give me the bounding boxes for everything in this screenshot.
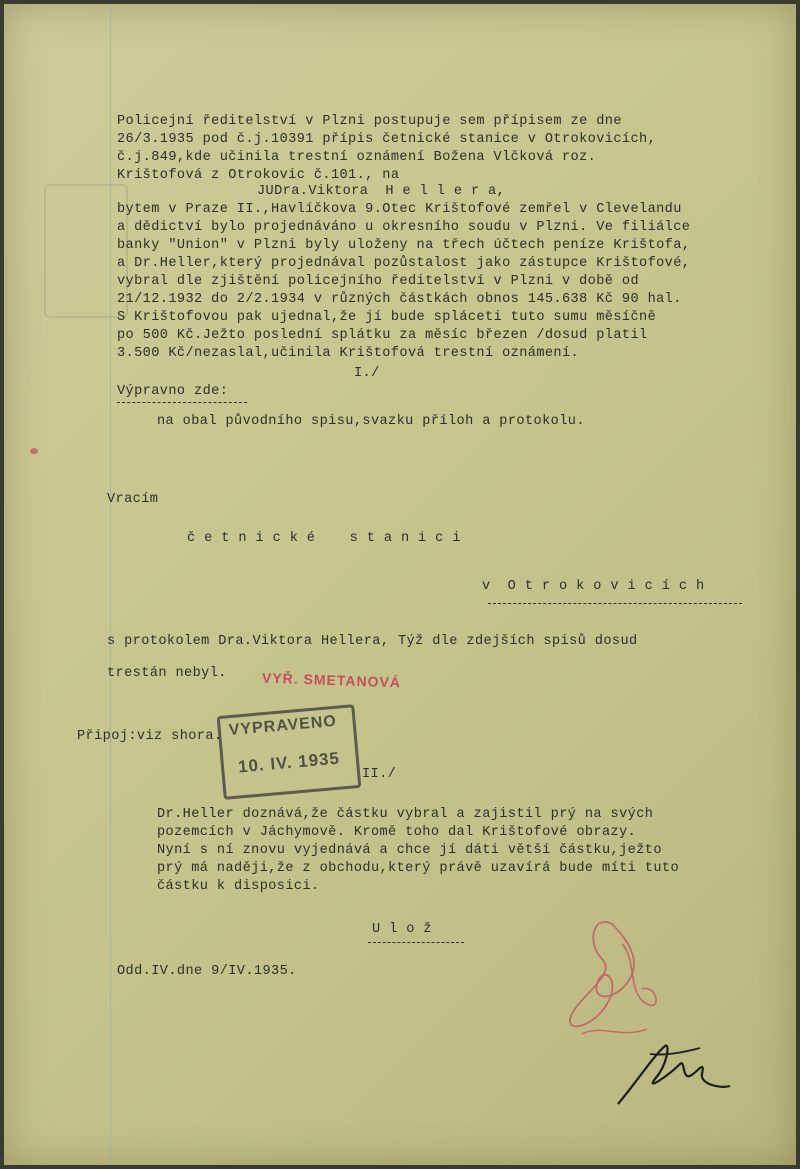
paragraph1-line: vybral dle zjištění policejního ředitelství v Plzni v době od [117, 274, 640, 289]
pripoj-line: Připoj:viz shora. [77, 729, 223, 744]
stamp-label: VYPRAVENO [228, 712, 338, 740]
paragraph1-line: a dědictví bylo projednáváno u okresního soudu v Plzni. Ve filiálce [117, 220, 691, 235]
paragraph1-line: Krištofová z Otrokovic č.101., na [117, 168, 400, 183]
red-signature [552, 904, 682, 1054]
section-number: I./ [354, 366, 380, 381]
vypravno-heading: Výpravno zde: [117, 384, 229, 399]
protokol-line: s protokolem Dra.Viktora Hellera, Týž dle zdejších spisů dosud [107, 634, 638, 649]
recipient-line: č e t n i c k é s t a n i c i [187, 531, 461, 546]
stamp-date: 10. IV. 1935 [237, 748, 341, 777]
red-name-stamp: VYŘ. SMETANOVÁ [261, 669, 402, 691]
paragraph1-line: JUDra.Viktora H e l l e r a, [257, 184, 506, 199]
bleed-through-mark [44, 184, 128, 318]
paragraph1-line: banky "Union" v Plzni byly uloženy na třech účtech peníze Krištofa, [117, 238, 691, 253]
paragraph1-line: Policejní ředitelství v Plzni postupuje sem přípisem ze dne [117, 114, 622, 129]
recipient-place: v O t r o k o v i c í c h [482, 579, 705, 594]
document-page [4, 4, 796, 1165]
underline [117, 402, 247, 403]
paragraph1-line: 21/12.1932 do 2/2.1934 v různých částkách obnos 145.638 Kč 90 hal. [117, 292, 682, 307]
trestan-line: trestán nebyl. [107, 666, 227, 681]
vypraveno-stamp [217, 704, 362, 800]
underline [368, 942, 464, 943]
ink-spot [30, 448, 38, 454]
paragraph1-line: bytem v Praze II.,Havlíčkova 9.Otec Krištofové zemřel v Clevelandu [117, 202, 682, 217]
margin-line [110, 4, 111, 1165]
paragraph1-line: č.j.849,kde učinila trestní oznámení Božena Vlčková roz. [117, 150, 597, 165]
paragraph2-line: částku k disposici. [157, 879, 320, 894]
black-signature [610, 1034, 740, 1114]
vracim-label: Vracím [107, 492, 159, 507]
paragraph1-line: 26/3.1935 pod č.j.10391 přípis četnické stanice v Otrokovicích, [117, 132, 657, 147]
footer-date: Odd.IV.dne 9/IV.1935. [117, 964, 297, 979]
paragraph2-line: prý má naději,že z obchodu,který právě uzavírá bude míti tuto [157, 861, 680, 876]
underline [488, 603, 742, 604]
paragraph1-line: S Krištofovou pak ujednal,že jí bude spláceti tuto sumu měsíčně [117, 310, 657, 325]
paragraph1-line: 3.500 Kč/nezaslal,učinila Krištofová trestní oznámení. [117, 346, 580, 361]
section-number: II./ [362, 767, 397, 782]
uloz-label: U l o ž [372, 922, 432, 937]
paragraph1-line: a Dr.Heller,který projednával pozůstalost jako zástupce Krištofové, [117, 256, 691, 271]
paragraph2-line: pozemcích v Jáchymově. Kromě toho dal Krištofové obrazy. [157, 825, 637, 840]
paragraph2-line: Dr.Heller doznává,že částku vybral a zajistil prý na svých [157, 807, 654, 822]
vypravno-detail: na obal původního spisu,svazku příloh a protokolu. [157, 414, 585, 429]
paragraph1-line: po 500 Kč.Ježto poslední splátku za měsíc březen /dosud platil [117, 328, 648, 343]
paragraph2-line: Nyní s ní znovu vyjednává a chce jí dáti větší částku,ježto [157, 843, 662, 858]
